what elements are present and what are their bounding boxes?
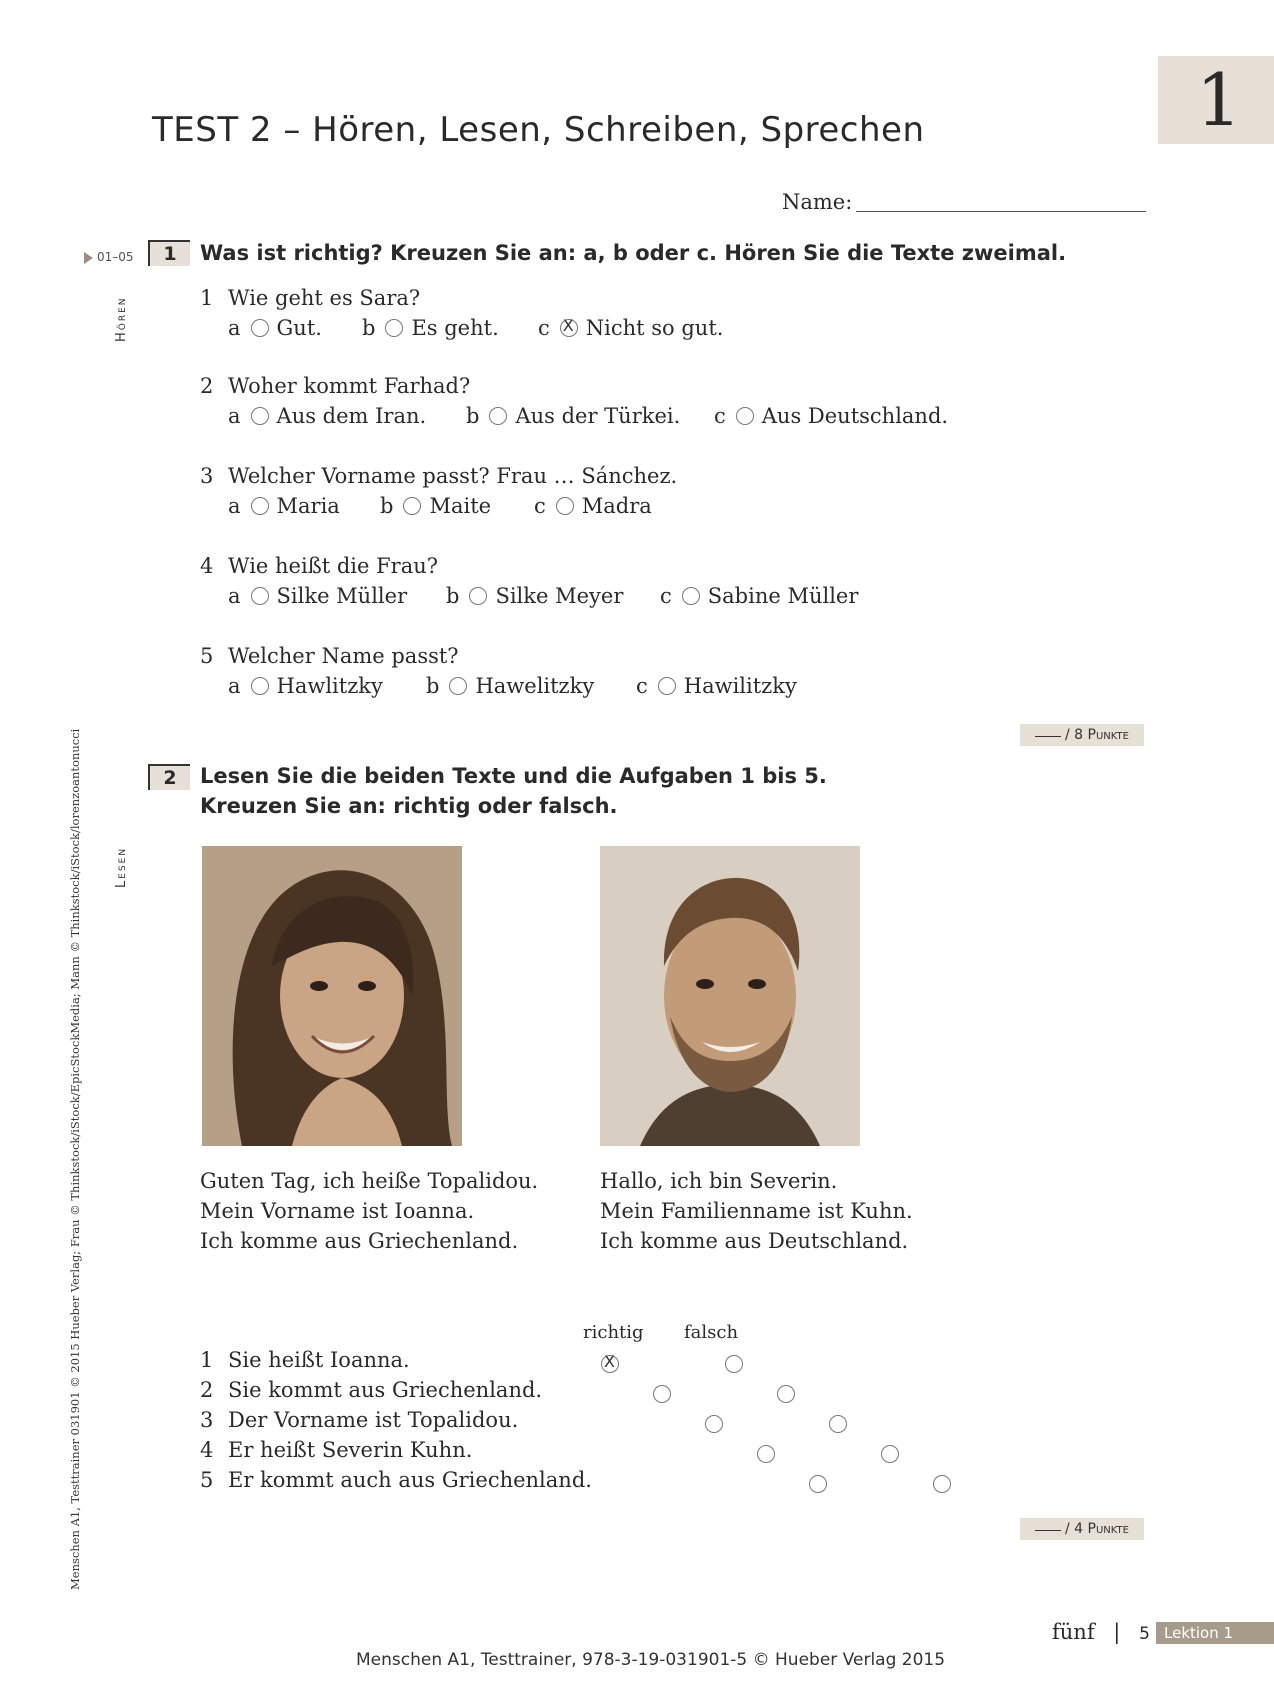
option-letter: a — [228, 674, 241, 698]
audio-track-label: 01–05 — [97, 250, 134, 264]
question-number: 1 — [200, 286, 214, 310]
option-letter: b — [380, 494, 394, 518]
richtig-circle-icon[interactable] — [809, 1475, 827, 1493]
section-label-hoeren: Hören — [114, 296, 129, 342]
question-1 — [200, 286, 420, 310]
circle-icon[interactable] — [251, 319, 269, 337]
section-label-lesen: Lesen — [114, 846, 129, 888]
text-line: Mein Vorname ist Ioanna. — [200, 1199, 475, 1223]
option-text: Gut. — [276, 316, 322, 340]
option-letter: a — [228, 404, 241, 428]
statement-number: 3 — [200, 1408, 214, 1432]
option-letter: a — [228, 584, 241, 608]
option-text: Madra — [581, 494, 652, 518]
option-text: Silke Müller — [276, 584, 408, 608]
question-text: Woher kommt Farhad? — [228, 374, 471, 398]
question-number: 5 — [200, 644, 214, 668]
falsch-circle-icon[interactable] — [881, 1445, 899, 1463]
statement-1 — [200, 1348, 410, 1372]
falsch-circle-icon[interactable] — [933, 1475, 951, 1493]
option-text: Hawlitzky — [276, 674, 383, 698]
points-box-task1 — [1020, 724, 1144, 746]
circle-icon[interactable] — [251, 677, 269, 695]
option-letter: b — [362, 316, 376, 340]
option-a[interactable] — [228, 404, 426, 428]
option-a[interactable] — [228, 494, 340, 518]
statement-number: 5 — [200, 1468, 214, 1492]
statement-text: Er heißt Severin Kuhn. — [228, 1438, 473, 1462]
question-text: Welcher Name passt? — [228, 644, 459, 668]
option-letter: a — [228, 494, 241, 518]
option-letter: b — [466, 404, 480, 428]
task-number-1: 1 — [148, 240, 190, 266]
option-a[interactable] — [228, 674, 383, 698]
column-richtig: richtig — [583, 1322, 644, 1343]
question-3 — [200, 464, 677, 488]
falsch-circle-icon[interactable] — [777, 1385, 795, 1403]
circle-icon[interactable] — [449, 677, 467, 695]
option-b[interactable] — [466, 404, 680, 428]
circle-icon[interactable] — [736, 407, 754, 425]
photo-woman — [202, 846, 462, 1146]
option-c[interactable] — [714, 404, 948, 428]
circle-icon[interactable] — [658, 677, 676, 695]
richtig-circle-icon[interactable] — [705, 1415, 723, 1433]
circle-icon[interactable] — [385, 319, 403, 337]
option-text: Es geht. — [411, 316, 499, 340]
option-c[interactable] — [534, 494, 652, 518]
checked-richtig-circle-icon[interactable] — [601, 1355, 619, 1373]
text-line: Ich komme aus Griechenland. — [200, 1229, 519, 1253]
text-line: Mein Familienname ist Kuhn. — [600, 1199, 913, 1223]
option-letter: c — [534, 494, 546, 518]
statement-number: 4 — [200, 1438, 214, 1462]
name-field[interactable] — [856, 211, 1146, 212]
circle-icon[interactable] — [251, 407, 269, 425]
column-falsch: falsch — [684, 1322, 739, 1343]
photo-man — [600, 846, 860, 1146]
text-woman — [200, 1166, 538, 1256]
statement-text: Sie heißt Ioanna. — [228, 1348, 410, 1372]
audio-track-marker — [84, 250, 134, 264]
richtig-circle-icon[interactable] — [757, 1445, 775, 1463]
text-line: Hallo, ich bin Severin. — [600, 1169, 838, 1193]
copyright-sidebar: Menschen A1, Testtrainer 031901 © 2015 Hueber Verlag; Frau © Thinkstock/iStock/EpicStockMedia; Mann © Thinkstock/iStock/lorenzoantonucci — [68, 728, 82, 1590]
question-5 — [200, 644, 459, 668]
lektion-tab: Lektion 1 — [1156, 1622, 1274, 1644]
footer-credit: Menschen A1, Testtrainer, 978-3-19-031901-5 © Hueber Verlag 2015 — [356, 1650, 946, 1670]
circle-icon[interactable] — [403, 497, 421, 515]
page-word: fünf — [1052, 1620, 1095, 1644]
question-number: 3 — [200, 464, 214, 488]
option-text: Aus der Türkei. — [515, 404, 681, 428]
option-b[interactable] — [380, 494, 491, 518]
points-box-task2 — [1020, 1518, 1144, 1540]
task2-instruction-line2: Kreuzen Sie an: richtig oder falsch. — [200, 794, 618, 818]
option-letter: b — [426, 674, 440, 698]
page-title: TEST 2 – Hören, Lesen, Schreiben, Sprechen — [152, 110, 925, 150]
question-number: 4 — [200, 554, 214, 578]
option-text: Hawilitzky — [683, 674, 797, 698]
option-c[interactable] — [538, 316, 723, 340]
statement-text: Der Vorname ist Topalidou. — [228, 1408, 519, 1432]
statement-number: 2 — [200, 1378, 214, 1402]
points-label: / 8 Punkte — [1065, 727, 1129, 743]
option-text: Maria — [276, 494, 340, 518]
page-number — [1052, 1620, 1150, 1644]
option-b[interactable] — [446, 584, 623, 608]
circle-icon[interactable] — [251, 587, 269, 605]
option-c[interactable] — [660, 584, 858, 608]
statement-text: Er kommt auch aus Griechenland. — [228, 1468, 592, 1492]
circle-icon[interactable] — [469, 587, 487, 605]
falsch-circle-icon[interactable] — [725, 1355, 743, 1373]
option-text: Hawelitzky — [475, 674, 595, 698]
option-text: Aus dem Iran. — [276, 404, 427, 428]
text-line: Ich komme aus Deutschland. — [600, 1229, 909, 1253]
richtig-circle-icon[interactable] — [653, 1385, 671, 1403]
option-text: Aus Deutschland. — [761, 404, 949, 428]
statement-3 — [200, 1408, 518, 1432]
question-text: Wie heißt die Frau? — [228, 554, 439, 578]
statement-number: 1 — [200, 1348, 214, 1372]
option-text: Maite — [429, 494, 492, 518]
statement-2 — [200, 1378, 542, 1402]
option-text: Sabine Müller — [707, 584, 859, 608]
checked-circle-icon[interactable] — [560, 319, 578, 337]
text-line: Guten Tag, ich heiße Topalidou. — [200, 1169, 539, 1193]
option-letter: c — [714, 404, 726, 428]
lesson-number: 1 — [1196, 58, 1242, 142]
falsch-circle-icon[interactable] — [829, 1415, 847, 1433]
page-separator: | — [1113, 1620, 1121, 1644]
circle-icon[interactable] — [682, 587, 700, 605]
option-a[interactable] — [228, 316, 322, 340]
points-label: / 4 Punkte — [1065, 1521, 1129, 1537]
circle-icon[interactable] — [556, 497, 574, 515]
task1-instruction: Was ist richtig? Kreuzen Sie an: a, b oder c. Hören Sie die Texte zweimal. — [200, 241, 1067, 265]
option-letter: c — [636, 674, 648, 698]
play-icon — [84, 252, 93, 264]
option-letter: c — [538, 316, 550, 340]
statement-5 — [200, 1468, 592, 1492]
text-man — [600, 1166, 913, 1256]
question-2 — [200, 374, 470, 398]
question-text: Wie geht es Sara? — [228, 286, 421, 310]
question-number: 2 — [200, 374, 214, 398]
option-a[interactable] — [228, 584, 407, 608]
option-b[interactable] — [362, 316, 499, 340]
task2-instruction-line1: Lesen Sie die beiden Texte und die Aufgaben 1 bis 5. — [200, 764, 827, 788]
name-label: Name: — [782, 190, 853, 214]
option-letter: b — [446, 584, 460, 608]
task-number-2: 2 — [148, 764, 190, 790]
option-letter: a — [228, 316, 241, 340]
question-4 — [200, 554, 438, 578]
option-text: Silke Meyer — [495, 584, 624, 608]
statement-text: Sie kommt aus Griechenland. — [228, 1378, 543, 1402]
circle-icon[interactable] — [489, 407, 507, 425]
points-blank[interactable] — [1035, 1530, 1061, 1531]
points-blank[interactable] — [1035, 736, 1061, 737]
option-letter: c — [660, 584, 672, 608]
option-c[interactable] — [636, 674, 797, 698]
option-text: Nicht so gut. — [585, 316, 724, 340]
option-b[interactable] — [426, 674, 594, 698]
circle-icon[interactable] — [251, 497, 269, 515]
question-text: Welcher Vorname passt? Frau … Sánchez. — [228, 464, 678, 488]
statement-4 — [200, 1438, 472, 1462]
page-digit: 5 — [1139, 1624, 1150, 1644]
